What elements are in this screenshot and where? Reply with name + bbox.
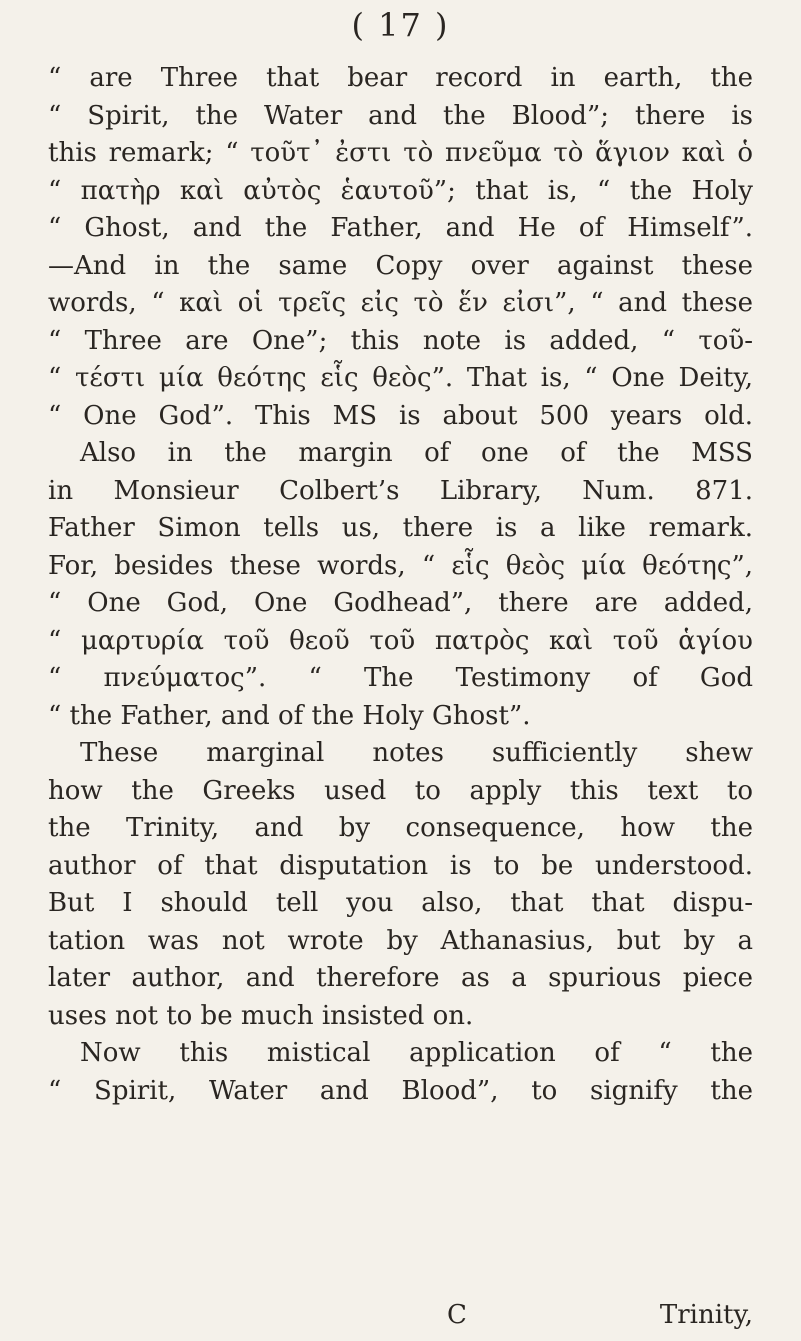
text-line: in Monsieur Colbert’s Library, Num. 871. bbox=[48, 475, 753, 506]
text-line: author of that disputation is to be understood. bbox=[48, 850, 753, 881]
text-line: —And in the same Copy over against these bbox=[48, 250, 753, 281]
text-line: For, besides these words, “ εἷς θεὸς μία θεότης”, bbox=[48, 550, 753, 581]
text-line: “ Spirit, the Water and the Blood”; there is bbox=[48, 100, 753, 131]
page-number: ( 17 ) bbox=[351, 6, 450, 44]
body-text bbox=[48, 60, 753, 1110]
text-line: tation was not wrote by Athanasius, but by a bbox=[48, 925, 753, 956]
text-line: this remark; “ τοῦτ᾽ ἐστι τὸ πνεῦμα τὸ ἅγιον καὶ ὁ bbox=[48, 138, 753, 168]
text-line: Father Simon tells us, there is a like remark. bbox=[48, 513, 753, 543]
text-line: “ Spirit, Water and Blood”, to signify the bbox=[48, 1075, 753, 1106]
text-line: But I should tell you also, that that dispu- bbox=[48, 888, 753, 918]
text-line: Now this mistical application of “ the bbox=[80, 1038, 753, 1068]
catchword: Trinity, bbox=[659, 1300, 753, 1330]
text-line: how the Greeks used to apply this text to bbox=[48, 775, 753, 806]
text-line: the Trinity, and by consequence, how the bbox=[48, 813, 753, 843]
text-line: “ μαρτυρία τοῦ θεοῦ τοῦ πατρὸς καὶ τοῦ ἁγίου bbox=[48, 625, 753, 656]
text-line: “ One God, One Godhead”, there are added, bbox=[48, 588, 753, 618]
text-line: words, “ καὶ οἱ τρεῖς εἰς τὸ ἕν εἰσι”, “ and these bbox=[48, 288, 753, 318]
text-line: “ πατὴρ καὶ αὐτὸς ἑαυτοῦ”; that is, “ the Holy bbox=[48, 175, 753, 206]
text-line: “ Three are One”; this note is added, “ τοῦ- bbox=[48, 325, 753, 356]
text-line: “ τέστι μία θεότης εἷς θεὸς”. That is, “ One Deity, bbox=[48, 363, 753, 393]
text-line: “ Ghost, and the Father, and He of Himself”. bbox=[48, 213, 753, 243]
text-line: uses not to be much insisted on. bbox=[48, 1000, 474, 1031]
text-line: “ the Father, and of the Holy Ghost”. bbox=[48, 700, 531, 731]
text-line: “ πνεύματος”. “ The Testimony of God bbox=[48, 663, 753, 693]
signature-mark: C bbox=[447, 1300, 467, 1330]
text-line: “ are Three that bear record in earth, the bbox=[48, 63, 753, 93]
text-line: Also in the margin of one of the MSS bbox=[80, 438, 753, 468]
text-line: “ One God”. This MS is about 500 years old. bbox=[48, 400, 753, 431]
text-line: later author, and therefore as a spurious piece bbox=[48, 963, 753, 993]
text-line: These marginal notes sufficiently shew bbox=[80, 738, 753, 768]
